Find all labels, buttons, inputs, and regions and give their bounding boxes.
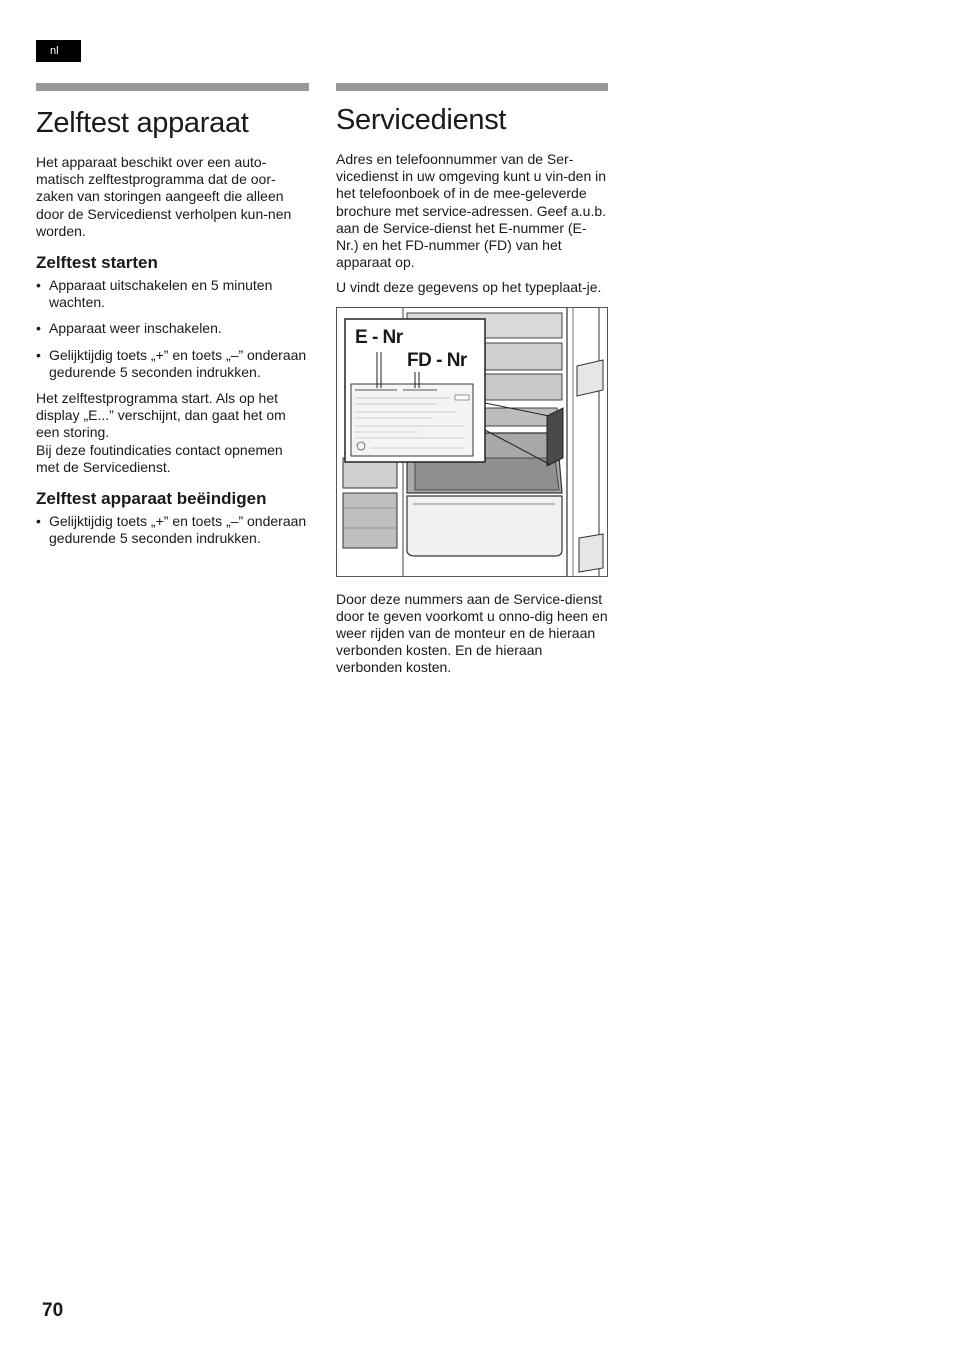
service-intro: Adres en telefoonnummer van de Ser-vicedienst in uw omgeving kunt u vin-den in het telefoonboek of in de mee-geleverde brochure met service-adressen. Geef a.u.b. aan de Service-dienst het E-nummer (E-Nr.) en het FD-nummer (FD) van het apparaat op. [336, 151, 607, 271]
fd-nr-label: FD - Nr [407, 349, 467, 371]
self-test-title: Zelftest apparaat [36, 107, 249, 139]
self-test-intro: Het apparaat beschikt over een auto-matisch zelftestprogramma dat de oor-zaken van storingen aangeeft die alleen door de Servicedienst verholpen kun-nen worden. [36, 154, 292, 239]
list-item: • Apparaat uitschakelen en 5 minuten wachten. [36, 277, 273, 311]
bullet-icon: • [36, 277, 41, 294]
typeplate-note: U vindt deze gegevens op het typeplaat-je. [336, 279, 602, 296]
self-test-section [36, 83, 309, 556]
self-test-contact: Bij deze foutindicaties contact opnemen met de Servicedienst. [36, 441, 283, 475]
end-steps-list [36, 513, 309, 547]
page-number: 70 [42, 1300, 64, 1321]
list-item: • Apparaat weer inschakelen. [36, 320, 222, 337]
typeplate-illustration [336, 307, 608, 577]
list-item: • Gelijktijdig toets „+” en toets „–” onderaan gedurende 5 seconden indrukken. [36, 513, 307, 547]
language-badge: nl [36, 40, 81, 62]
start-heading: Zelftest starten [36, 253, 158, 273]
e-nr-label: E - Nr [355, 326, 403, 348]
section-divider [336, 83, 608, 91]
bullet-icon: • [36, 513, 41, 530]
list-item: • Gelijktijdig toets „+” en toets „–” onderaan gedurende 5 seconden indrukken. [36, 346, 307, 380]
start-steps-list [36, 277, 309, 381]
self-test-result: Het zelftestprogramma start. Als op het display „E...” verschijnt, dan gaat het om een storing. [36, 390, 286, 441]
bullet-icon: • [36, 320, 41, 337]
end-heading: Zelftest apparaat beëindigen [36, 489, 267, 509]
service-closing: Door deze nummers aan de Service-dienst door te geven voorkomt u onno-dig heen en weer rijden van de monteur en de hieraan verbonden kosten. En de hieraan verbonden kosten. [336, 590, 608, 676]
section-divider [36, 83, 309, 91]
service-section [336, 83, 608, 685]
service-title: Servicedienst [336, 104, 507, 136]
bullet-icon: • [36, 346, 41, 363]
